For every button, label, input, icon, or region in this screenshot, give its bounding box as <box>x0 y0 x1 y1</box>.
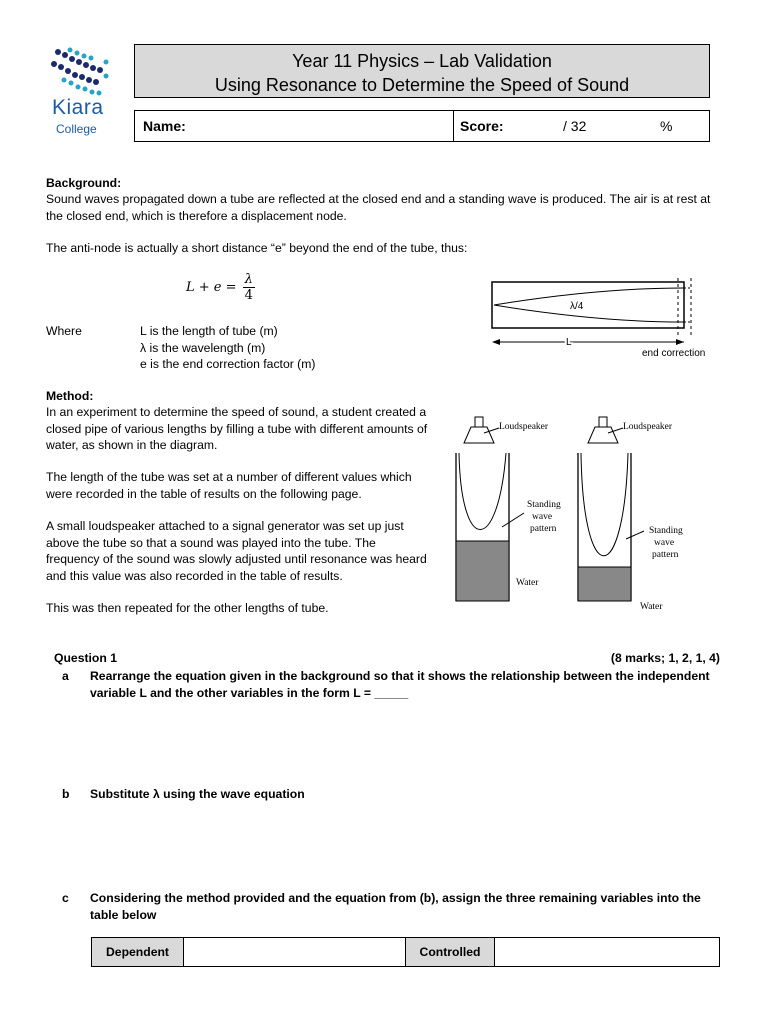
page-title-box <box>134 44 710 98</box>
standing-wave-curve <box>581 453 628 556</box>
question-b <box>62 786 722 806</box>
question-a-text <box>90 668 710 701</box>
logo-sub-text: College <box>56 122 97 136</box>
dependent-answer-cell[interactable] <box>184 938 406 966</box>
background-heading: Background: <box>46 176 122 190</box>
definition-item: λ is the wavelength (m) <box>140 340 266 355</box>
question-c-text <box>90 890 701 923</box>
equation-denominator: 4 <box>244 288 253 303</box>
water-column <box>456 541 509 601</box>
score-divider <box>453 111 454 141</box>
pattern-label-line2: wave <box>532 512 553 522</box>
definition-item: L is the length of tube (m) <box>140 324 278 338</box>
loudspeaker-icon <box>588 417 618 443</box>
question-c-line1: Considering the method provided and the equation from (b), assign the three remaining variables into the <box>90 891 701 905</box>
length-label: L <box>566 337 572 348</box>
background-para2: The anti-node is actually a short distance “e” beyond the end of the tube, thus: <box>46 241 468 255</box>
score-percent: % <box>660 118 673 134</box>
controlled-answer-cell[interactable] <box>495 938 719 966</box>
question-b-letter: b <box>62 787 70 801</box>
kiara-college-logo <box>40 46 126 142</box>
pattern-label-line1: Standing <box>527 500 561 510</box>
question-a-letter: a <box>62 669 69 683</box>
resonance-tube-diagram <box>444 415 704 620</box>
wave-upper-curve <box>494 288 684 305</box>
score-out-of: / 32 <box>563 118 587 134</box>
pattern-label-line2: wave <box>654 538 675 548</box>
question-b-text: Substitute λ using the wave equation <box>90 787 305 801</box>
page-title-line1: Year 11 Physics – Lab Validation <box>292 51 552 71</box>
water-label: Water <box>516 578 539 588</box>
score-label: Score: <box>460 118 504 134</box>
background-para1: Sound waves propagated down a tube are reflected at the closed end and a standing wave is produced. The air is at rest at the closed end, which is therefore a displacement node. <box>46 192 711 223</box>
loudspeaker-label: Loudspeaker <box>623 422 673 432</box>
equation-numerator: λ <box>244 272 253 287</box>
pattern-label-line3: pattern <box>530 524 557 534</box>
question-a-line2: variable L and the other variables in the form L = _____ <box>90 685 409 700</box>
wave-lower-curve <box>494 305 684 322</box>
logo-brand-text: Kiara <box>52 96 104 119</box>
question1-header <box>54 651 720 665</box>
equation-fraction <box>243 272 255 303</box>
method-para3: A small loudspeaker attached to a signal generator was set up just above the tube so that a sound was played into the tube. The frequency of the sound was slowly adjusted until resonance was heard and this value was also recorded in the table of results. <box>46 519 427 583</box>
wave-label: λ/4 <box>570 301 584 312</box>
wave-dots-icon <box>40 46 126 98</box>
loudspeaker-label: Loudspeaker <box>499 422 549 432</box>
question1-marks: (8 marks; 1, 2, 1, 4) <box>610 651 720 665</box>
dependent-header: Dependent <box>92 938 184 966</box>
question-a-line1: Rearrange the equation given in the background so that it shows the relationship between the independent <box>90 669 710 683</box>
definition-item: e is the end correction factor (m) <box>140 357 316 371</box>
pattern-label-line1: Standing <box>649 526 683 536</box>
method-para1: In an experiment to determine the speed of sound, a student created a closed pipe of various lengths by filling a tube with different amounts of water, as shown in the diagram. <box>46 405 428 452</box>
question-c-line2: table below <box>90 907 157 922</box>
method-para2: The length of the tube was set at a number of different values which were recorded in the table of results on the following page. <box>46 470 412 501</box>
water-label: Water <box>640 602 663 612</box>
standing-wave-curve <box>459 453 506 530</box>
method-heading: Method: <box>46 389 94 403</box>
name-label: Name: <box>143 118 186 134</box>
question-c <box>62 890 722 930</box>
end-correction-diagram <box>488 276 720 360</box>
definition-list <box>140 323 315 373</box>
variables-table <box>91 937 720 967</box>
page-title-line2: Using Resonance to Determine the Speed of Sound <box>214 75 630 95</box>
controlled-header: Controlled <box>406 938 495 966</box>
method-para4: This was then repeated for the other lengths of tube. <box>46 601 329 615</box>
water-column <box>578 567 631 601</box>
where-label: Where <box>46 324 82 338</box>
end-correction-label: end correction <box>642 348 706 359</box>
question1-title: Question 1 <box>54 651 117 665</box>
equation-lhs: L + e = <box>186 280 237 295</box>
name-score-bar <box>134 110 710 142</box>
loudspeaker-icon <box>464 417 494 443</box>
question-a <box>62 668 722 708</box>
pattern-label-line3: pattern <box>652 550 679 560</box>
question-c-letter: c <box>62 891 69 905</box>
end-correction-equation <box>186 272 255 303</box>
